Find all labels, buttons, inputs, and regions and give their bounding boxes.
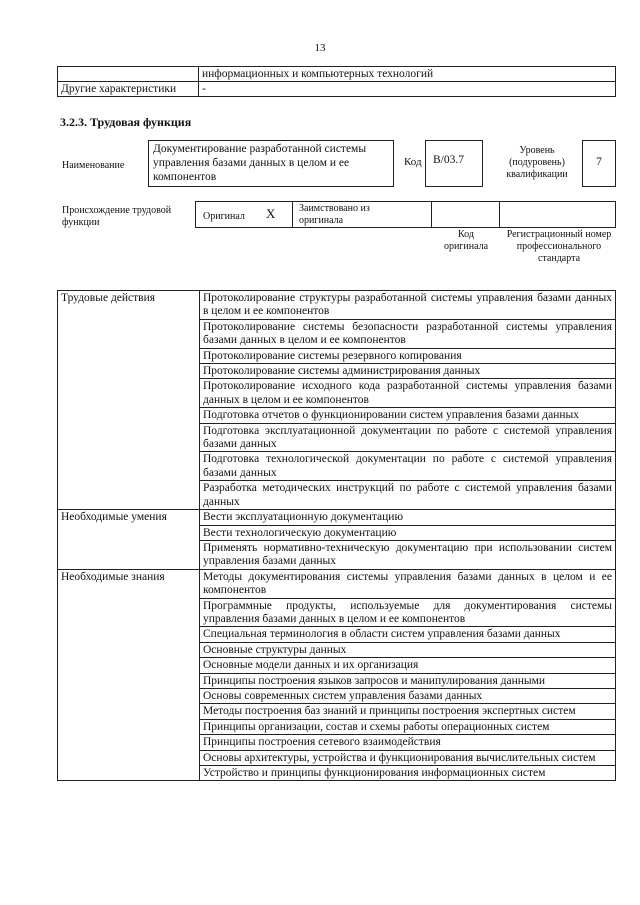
required-knowledge-item: Принципы организации, состав и схемы работы операционных систем — [200, 719, 616, 734]
labor-actions-item: Протоколирование структуры разработанной системы управления базами данных в целом и ее компонентов — [200, 291, 616, 320]
qualification-level-value: 7 — [582, 140, 616, 187]
name-label: Наименование — [62, 160, 125, 171]
labor-actions-item: Протоколирование системы администрирования данных — [200, 364, 616, 379]
required-skills-item: Вести технологическую документацию — [200, 525, 616, 540]
code-label: Код — [404, 156, 422, 168]
required-skills-item: Применять нормативно-техническую документацию при использовании систем управления базами данных — [200, 540, 616, 569]
required-knowledge-item: Принципы построения языков запросов и манипулирования данными — [200, 673, 616, 688]
required-skills-label: Необходимые умения — [58, 510, 200, 570]
table-row — [58, 82, 616, 97]
characteristics-table — [57, 66, 616, 97]
required-skills-item: Вести эксплуатационную документацию — [200, 510, 616, 525]
required-knowledge-item: Принципы построения сетевого взаимодействия — [200, 735, 616, 750]
required-knowledge-item: Основные структуры данных — [200, 642, 616, 657]
required-knowledge-item: Устройство и принципы функционирования информационных систем — [200, 766, 616, 781]
other-characteristics-value: - — [199, 82, 616, 97]
registration-number-caption: Регистрационный номер профессионального стандарта — [506, 229, 612, 264]
labor-actions-item: Подготовка отчетов о функционировании систем управления базами данных — [200, 408, 616, 423]
origin-label: Происхождение трудовой функции — [62, 205, 172, 228]
required-knowledge-item: Методы построения баз знаний и принципы построения экспертных систем — [200, 704, 616, 719]
qualification-level-label: Уровень (подуровень) квалификации — [506, 145, 568, 180]
original-mark: X — [266, 206, 276, 221]
labor-actions-label: Трудовые действия — [58, 291, 200, 510]
other-characteristics-label: Другие характеристики — [58, 82, 199, 97]
continuation-text: информационных и компьютерных технологий — [199, 67, 616, 82]
required-knowledge-item: Методы документирования системы управления базами данных в целом и ее компонентов — [200, 569, 616, 598]
table-row — [58, 510, 616, 525]
required-knowledge-item: Основы архитектуры, устройства и функционирования вычислительных систем — [200, 750, 616, 765]
labor-actions-item: Разработка методических инструкций по работе с системой управления базами данных — [200, 481, 616, 510]
table-row — [58, 67, 616, 82]
required-knowledge-label: Необходимые знания — [58, 569, 200, 781]
function-code: B/03.7 — [425, 140, 483, 187]
required-knowledge-item: Основы современных систем управления базами данных — [200, 688, 616, 703]
labor-actions-item: Подготовка технологической документации по работе с системой управления базами данных — [200, 452, 616, 481]
original-code-caption: Код оригинала — [443, 229, 489, 252]
labor-actions-item: Протоколирование системы безопасности разработанной системы управления базами данных в целом и ее компонентов — [200, 319, 616, 348]
original-label: Оригинал — [203, 211, 245, 222]
labor-function-table — [57, 290, 616, 781]
page-number: 13 — [314, 42, 326, 54]
table-row — [58, 569, 616, 598]
labor-actions-item: Подготовка эксплуатационной документации по работе с системой управления базами данных — [200, 423, 616, 452]
labor-actions-item: Протоколирование системы резервного копирования — [200, 348, 616, 363]
function-name: Документирование разработанной системы управления базами данных в целом и ее компонентов — [148, 140, 394, 187]
section-title: 3.2.3. Трудовая функция — [60, 115, 192, 129]
required-knowledge-item: Специальная терминология в области систем управления базами данных — [200, 627, 616, 642]
table-row — [58, 291, 616, 320]
required-knowledge-item: Программные продукты, используемые для документирования системы управления базами данных в целом и ее компонентов — [200, 598, 616, 627]
borrowed-label: Заимствовано из оригинала — [299, 203, 370, 226]
labor-actions-item: Протоколирование исходного кода разработанной системы управления базами данных в целом и ее компонентов — [200, 379, 616, 408]
required-knowledge-item: Основные модели данных и их организация — [200, 658, 616, 673]
